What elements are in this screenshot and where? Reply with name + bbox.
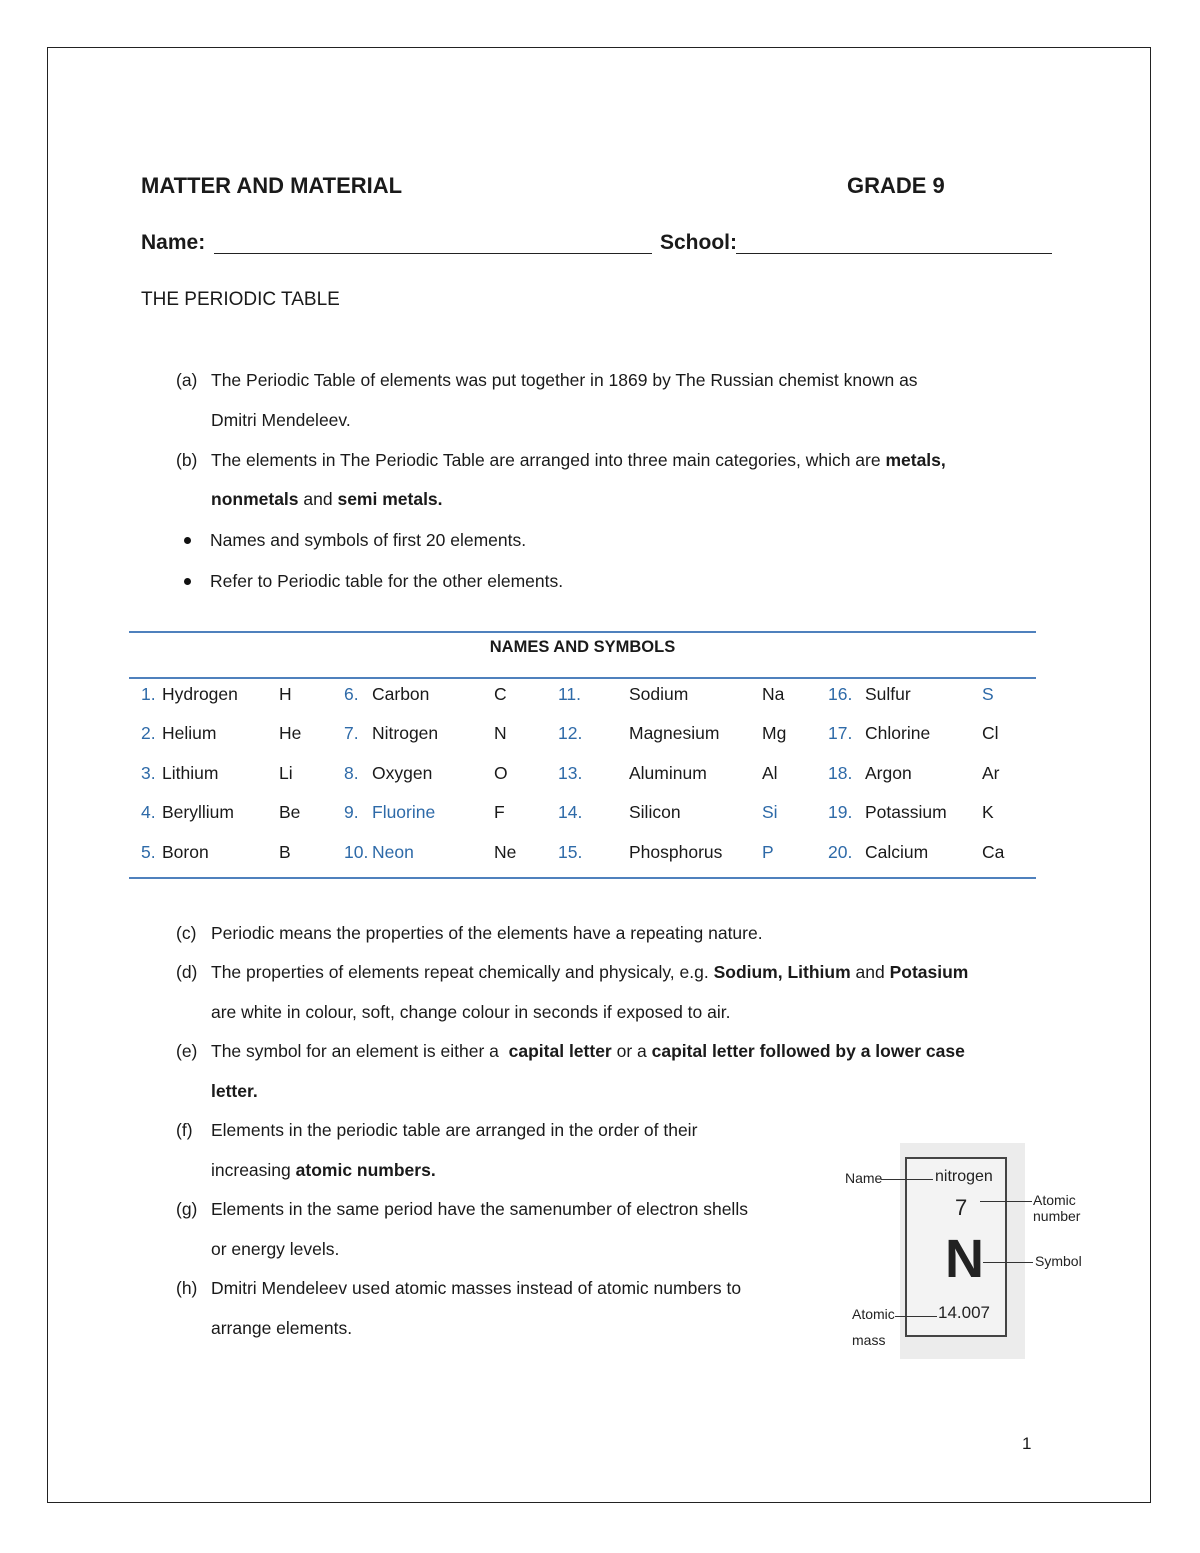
atomic-mass-callout-label-2: mass bbox=[852, 1332, 886, 1348]
element-symbol-cell: He bbox=[279, 723, 302, 743]
item-c-marker: (c) bbox=[176, 923, 197, 943]
element-symbol-cell: Be bbox=[279, 802, 301, 822]
atomic-number-callout-label: Atomic number bbox=[1033, 1192, 1081, 1224]
element-name-cell: Argon bbox=[865, 763, 912, 783]
element-number: 15. bbox=[558, 842, 583, 862]
element-number: 1. bbox=[141, 684, 156, 704]
atomic-mass-callout-line bbox=[895, 1316, 937, 1317]
element-number: 19. bbox=[828, 802, 853, 822]
element-symbol-cell: H bbox=[279, 684, 292, 704]
table-header-rule bbox=[129, 677, 1036, 679]
element-name-cell: Nitrogen bbox=[372, 723, 439, 743]
element-name-cell: Fluorine bbox=[372, 802, 436, 822]
element-number: 9. bbox=[344, 802, 359, 822]
element-symbol: N bbox=[945, 1229, 984, 1289]
atomic-mass-callout-label-1: Atomic bbox=[852, 1306, 895, 1322]
element-number: 5. bbox=[141, 842, 156, 862]
item-g-marker: (g) bbox=[176, 1199, 198, 1219]
element-number: 17. bbox=[828, 723, 853, 743]
element-name-cell: Sodium bbox=[629, 684, 689, 704]
element-number: 14. bbox=[558, 802, 583, 822]
element-name-cell: Magnesium bbox=[629, 723, 720, 743]
item-a-line1: The Periodic Table of elements was put together in 1869 by The Russian chemist known as bbox=[211, 370, 918, 390]
element-key-figure bbox=[845, 1133, 1125, 1369]
element-number: 20. bbox=[828, 842, 853, 862]
bullet-2-text: Refer to Periodic table for the other elements. bbox=[210, 571, 564, 591]
atomic-number-callout-line bbox=[980, 1201, 1032, 1202]
item-h-marker: (h) bbox=[176, 1278, 198, 1298]
element-name-cell: Phosphorus bbox=[629, 842, 723, 862]
school-field[interactable] bbox=[736, 253, 1052, 254]
bullet-1-text: Names and symbols of first 20 elements. bbox=[210, 530, 527, 550]
element-symbol-cell: O bbox=[494, 763, 508, 783]
element-name-cell: Oxygen bbox=[372, 763, 433, 783]
element-symbol-cell: S bbox=[982, 684, 994, 704]
item-a-line2: Dmitri Mendeleev. bbox=[211, 410, 351, 430]
element-atomic-mass: 14.007 bbox=[938, 1303, 990, 1322]
element-symbol-cell: N bbox=[494, 723, 507, 743]
element-symbol-cell: Ca bbox=[982, 842, 1005, 862]
item-b-marker: (b) bbox=[176, 450, 198, 470]
element-symbol-cell: Si bbox=[762, 802, 778, 822]
item-e-line2: letter. bbox=[211, 1081, 258, 1101]
item-e-marker: (e) bbox=[176, 1041, 198, 1061]
name-callout-line bbox=[881, 1179, 933, 1180]
element-symbol-cell: Na bbox=[762, 684, 785, 704]
item-g-line1: Elements in the same period have the samenumber of electron shells bbox=[211, 1199, 748, 1219]
item-c-line1: Periodic means the properties of the elements have a repeating nature. bbox=[211, 923, 763, 943]
element-symbol-cell: B bbox=[279, 842, 291, 862]
element-number: 7. bbox=[344, 723, 359, 743]
element-number: 13. bbox=[558, 763, 583, 783]
element-name-cell: Silicon bbox=[629, 802, 681, 822]
element-number: 4. bbox=[141, 802, 156, 822]
bullet-icon bbox=[184, 537, 191, 544]
bullet-icon bbox=[184, 578, 191, 585]
item-d-marker: (d) bbox=[176, 962, 198, 982]
element-number: 3. bbox=[141, 763, 156, 783]
symbol-callout-label: Symbol bbox=[1035, 1253, 1082, 1269]
table-bottom-rule bbox=[129, 877, 1036, 879]
element-name-cell: Potassium bbox=[865, 802, 947, 822]
symbol-callout-line bbox=[983, 1262, 1033, 1263]
name-label: Name: bbox=[141, 231, 206, 254]
element-symbol-cell: F bbox=[494, 802, 505, 822]
element-symbol-cell: Al bbox=[762, 763, 778, 783]
element-number: 8. bbox=[344, 763, 359, 783]
element-symbol-cell: Li bbox=[279, 763, 293, 783]
element-atomic-number: 7 bbox=[955, 1195, 968, 1220]
element-number: 6. bbox=[344, 684, 359, 704]
document-title: MATTER AND MATERIAL bbox=[141, 173, 403, 198]
element-name-cell: Chlorine bbox=[865, 723, 931, 743]
element-symbol-cell: Ar bbox=[982, 763, 1000, 783]
item-f-line2: increasing atomic numbers. bbox=[211, 1160, 436, 1180]
table-title: NAMES AND SYMBOLS bbox=[489, 638, 676, 656]
element-name-cell: Neon bbox=[372, 842, 414, 862]
element-number: 18. bbox=[828, 763, 853, 783]
element-number: 11. bbox=[558, 684, 582, 704]
element-number: 12. bbox=[558, 723, 583, 743]
element-name-cell: Calcium bbox=[865, 842, 929, 862]
item-a-marker: (a) bbox=[176, 370, 198, 390]
element-name-cell: Boron bbox=[162, 842, 209, 862]
item-d-line1: The properties of elements repeat chemically and physicaly, e.g. Sodium, Lithium and Potasium bbox=[211, 962, 969, 982]
item-b-line2: nonmetals and semi metals. bbox=[211, 489, 443, 509]
element-name-cell: Sulfur bbox=[865, 684, 911, 704]
item-e-line1: The symbol for an element is either a capital letter or a capital letter followed by a lower case bbox=[211, 1041, 965, 1061]
item-h-line1: Dmitri Mendeleev used atomic masses instead of atomic numbers to bbox=[211, 1278, 742, 1298]
element-number: 16. bbox=[828, 684, 853, 704]
grade-label: GRADE 9 bbox=[847, 173, 945, 198]
element-number: 2. bbox=[141, 723, 156, 743]
element-symbol-cell: Cl bbox=[982, 723, 999, 743]
item-h-line2: arrange elements. bbox=[211, 1318, 353, 1338]
element-name-cell: Beryllium bbox=[162, 802, 234, 822]
element-symbol-cell: Ne bbox=[494, 842, 517, 862]
table-top-rule bbox=[129, 631, 1036, 633]
item-f-marker: (f) bbox=[176, 1120, 193, 1140]
item-g-line2: or energy levels. bbox=[211, 1239, 340, 1259]
item-f-line1: Elements in the periodic table are arranged in the order of their bbox=[211, 1120, 698, 1140]
element-symbol-cell: C bbox=[494, 684, 507, 704]
element-name-cell: Hydrogen bbox=[162, 684, 238, 704]
element-name-cell: Aluminum bbox=[629, 763, 707, 783]
element-name-cell: Lithium bbox=[162, 763, 219, 783]
element-symbol-cell: K bbox=[982, 802, 994, 822]
item-b-line1: The elements in The Periodic Table are arranged into three main categories, which are metals, bbox=[211, 450, 946, 470]
name-callout-label: Name bbox=[845, 1170, 883, 1186]
element-name: nitrogen bbox=[935, 1168, 993, 1185]
item-d-line2: are white in colour, soft, change colour in seconds if exposed to air. bbox=[211, 1002, 731, 1022]
name-field[interactable] bbox=[214, 253, 652, 254]
element-symbol-cell: P bbox=[762, 842, 774, 862]
element-number: 10. bbox=[344, 842, 369, 862]
element-name-cell: Carbon bbox=[372, 684, 430, 704]
section-title: THE PERIODIC TABLE bbox=[141, 289, 340, 310]
page-number: 1 bbox=[1022, 1434, 1032, 1453]
element-name-cell: Helium bbox=[162, 723, 217, 743]
element-symbol-cell: Mg bbox=[762, 723, 787, 743]
school-label: School: bbox=[660, 231, 737, 254]
